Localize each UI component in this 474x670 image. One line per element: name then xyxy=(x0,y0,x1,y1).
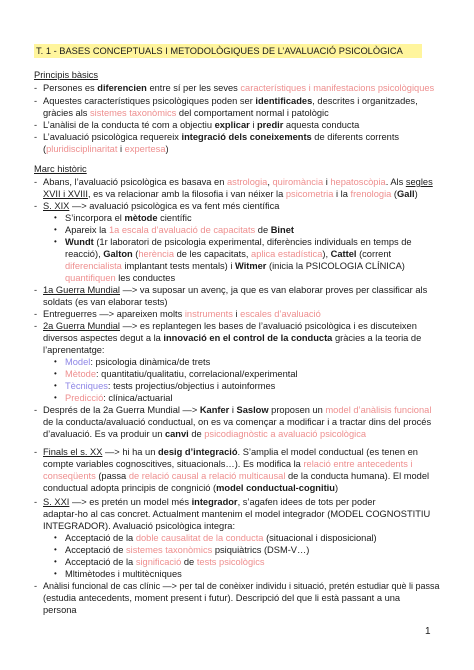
dash-marker: - xyxy=(34,201,38,211)
bullet-marker: • xyxy=(54,357,57,366)
dash-marker: - xyxy=(34,285,38,295)
dash-marker: - xyxy=(34,405,38,415)
bullet-line: Predicció: clínica/actuarial xyxy=(65,393,173,403)
bullet-marker: • xyxy=(54,381,57,390)
section-heading-principis: Principis bàsics xyxy=(34,70,99,80)
paragraph-line: (pluridisciplinaritat i expertesa) xyxy=(43,144,169,154)
paragraph-line: soldats (es van elaborar tests) xyxy=(43,297,168,307)
bullet-marker: • xyxy=(54,225,57,234)
bullet-line: Mètode: quantitatiu/qualitatiu, correlacional/experimental xyxy=(65,369,298,379)
bullet-marker: • xyxy=(54,369,57,378)
paragraph-line: XVII i XVIII, es va relacionar amb la filosofia i van néixer la psicometria i la frenologia (Gall) xyxy=(43,189,418,199)
dash-marker: - xyxy=(34,83,38,93)
bullet-line: Acceptació de sistemes taxonòmics psiquiàtrics (DSM-V…) xyxy=(65,545,310,555)
paragraph-line: L’anàlisi de la conducta té com a objectiu explicar i predir aquesta conducta xyxy=(43,120,360,130)
paragraph-line: persona xyxy=(43,605,77,615)
paragraph-line: conseqüents (passa de relació causal a relació multicausal de la conducta humana). El model xyxy=(43,471,430,481)
paragraph-line: Després de la 2a Guerra Mundial —> Kanfer i Saslow proposen un model d’anàlisis funcional xyxy=(43,405,432,415)
bullet-marker: • xyxy=(54,569,57,578)
paragraph-line: adaptar-ho al cas concret. Actualment mantenim el model integrador (MODEL COGNOSTITIU xyxy=(43,509,431,519)
bullet-marker: • xyxy=(54,393,57,402)
paragraph-line: Entreguerres —> apareixen molts instruments i escales d’avaluació xyxy=(43,309,321,319)
bullet-line: Wundt (1r laboratori de psicologia experimental, diferències individuals en temps de xyxy=(65,237,412,247)
paragraph-line: (estudia antecedents, moment present i futur). Descripció del que li està passant a una xyxy=(43,593,401,603)
paragraph-line: Persones es diferencien entre sí per les seves característiques i manifestacions psicològiques xyxy=(43,83,435,93)
bullet-marker: • xyxy=(54,557,57,566)
dash-marker: - xyxy=(34,581,38,591)
dash-marker: - xyxy=(34,177,38,187)
paragraph-line: S. XXI —> es pretén un model més integrador, s’agafen idees de tots per poder xyxy=(43,497,376,507)
dash-marker: - xyxy=(34,447,38,457)
bullet-line: Apareix la 1a escala d’avaluació de capacitats de Binet xyxy=(65,225,294,235)
dash-marker: - xyxy=(34,132,38,142)
document-title: T. 1 - BASES CONCEPTUALS I METODOLÒGIQUES DE L’AVALUACIÓ PSICOLÒGICA xyxy=(34,44,422,58)
paragraph-line: 1a Guerra Mundial —> va suposar un avenç, ja que es van elaborar proves per classificar als xyxy=(43,285,428,295)
paragraph-line: Abans, l’avaluació psicològica es basava en astrologia, quiromància i hepatoscòpia. Als segles xyxy=(43,177,433,187)
paragraph-line: compte variables cognoscitives, situacionals…). Es modifica la relació entre antecedents i xyxy=(43,459,413,469)
paragraph-line: S. XIX —> avaluació psicològica es va fent més científica xyxy=(43,201,280,211)
bullet-marker: • xyxy=(54,237,57,246)
paragraph-line: conductual adopta principis de congnició (model conductual-cognitiu) xyxy=(43,483,339,493)
paragraph-line: de la conducta/avaluació conductual, on es va començar a modificar i a tractar dins del procés xyxy=(43,417,432,427)
page-number: 1 xyxy=(425,626,431,637)
bullet-marker: • xyxy=(54,533,57,542)
bullet-line: diferencialista implantant tests mentals) i Witmer (inicia la PSICOLOGIA CLÍNICA) xyxy=(65,261,405,271)
bullet-line: Mltimètodes i multitècniques xyxy=(65,569,182,579)
paragraph-line: Finals el s. XX —> hi ha un desig d’integració. S’amplia el model conductual (es tenen en xyxy=(43,447,418,457)
bullet-marker: • xyxy=(54,213,57,222)
paragraph-line: INTEGRADOR). Avaluació psicològica integra: xyxy=(43,521,236,531)
bullet-line: Model: psicologia dinàmica/de trets xyxy=(65,357,211,367)
bullet-line: S’incorpora el mètode científic xyxy=(65,213,192,223)
dash-marker: - xyxy=(34,309,38,319)
bullet-line: Acceptació de la significació de tests psicològics xyxy=(65,557,265,567)
bullet-line: Acceptació de la doble causalitat de la conducta (situacional i disposicional) xyxy=(65,533,377,543)
paragraph-line: L’avaluació psicològica requereix integració dels coneixements de diferents corrents xyxy=(43,132,400,142)
dash-marker: - xyxy=(34,497,38,507)
paragraph-line: Aquestes característiques psicològiques poden ser identificades, descrites i organitzades, xyxy=(43,96,418,106)
paragraph-line: Anàlisi funcional de cas clínic —> per tal de conèixer individu i situació, pretén estudiar què li passa xyxy=(43,581,440,591)
bullet-line: Tècniques: tests projectius/objectius i autoinformes xyxy=(65,381,276,391)
paragraph-line: l’aprenentatge: xyxy=(43,345,105,355)
paragraph-line: 2a Guerra Mundial —> es replantegen les bases de l’avaluació psicològica i es discuteixen xyxy=(43,321,417,331)
dash-marker: - xyxy=(34,321,38,331)
paragraph-line: gràcies als sistemes taxonòmics del comportament normal i patològic xyxy=(43,108,329,118)
dash-marker: - xyxy=(34,120,38,130)
bullet-line: reacció), Galton (herència de les capacitats, aplica estadística), Cattel (corrent xyxy=(65,249,392,259)
paragraph-line: diversos aspectes degut a la innovació en el control de la conducta gràcies a la teoria de xyxy=(43,333,422,343)
section-heading-marc-historic: Marc històric xyxy=(34,164,87,174)
dash-marker: - xyxy=(34,96,38,106)
paragraph-line: d’avaluació. Es va produir un canvi de psicodiagnòstic a avaluació psicològica xyxy=(43,429,367,439)
bullet-line: quantifiquen les conductes xyxy=(65,273,176,283)
bullet-marker: • xyxy=(54,545,57,554)
